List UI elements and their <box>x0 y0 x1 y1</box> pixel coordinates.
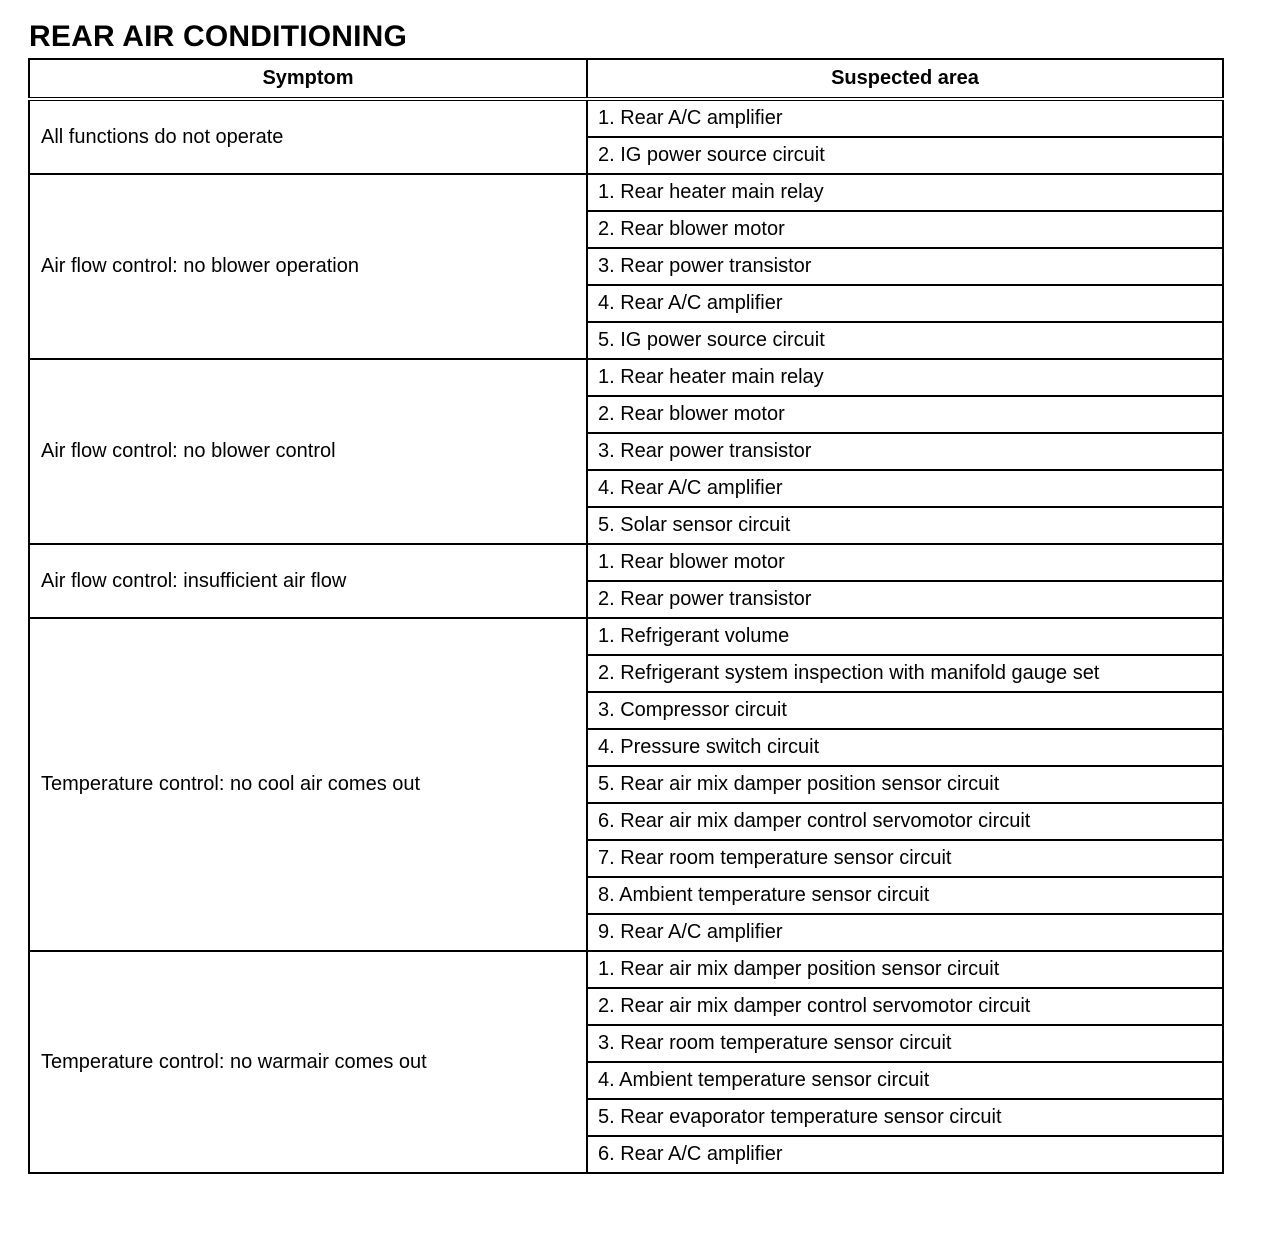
suspected-area-cell: 2. Rear air mix damper control servomotor circuit <box>587 988 1223 1025</box>
suspected-area-cell: 1. Rear heater main relay <box>587 359 1223 396</box>
suspected-area-cell: 6. Rear A/C amplifier <box>587 1136 1223 1173</box>
suspected-area-cell: 1. Rear blower motor <box>587 544 1223 581</box>
symptom-cell: Temperature control: no warmair comes out <box>29 951 587 1173</box>
table-body <box>29 99 1223 1173</box>
suspected-area-cell: 6. Rear air mix damper control servomotor circuit <box>587 803 1223 840</box>
suspected-area-cell: 9. Rear A/C amplifier <box>587 914 1223 951</box>
suspected-area-cell: 3. Compressor circuit <box>587 692 1223 729</box>
suspected-area-cell: 5. IG power source circuit <box>587 322 1223 359</box>
suspected-area-cell: 2. Rear blower motor <box>587 211 1223 248</box>
symptom-cell: Temperature control: no cool air comes out <box>29 618 587 951</box>
suspected-area-cell: 1. Refrigerant volume <box>587 618 1223 655</box>
suspected-area-cell: 1. Rear A/C amplifier <box>587 99 1223 137</box>
suspected-area-cell: 3. Rear power transistor <box>587 248 1223 285</box>
suspected-area-cell: 5. Rear air mix damper position sensor circuit <box>587 766 1223 803</box>
suspected-area-cell: 1. Rear heater main relay <box>587 174 1223 211</box>
page-title: REAR AIR CONDITIONING <box>29 20 408 53</box>
symptom-cell: Air flow control: no blower control <box>29 359 587 544</box>
table-row <box>29 359 1223 396</box>
header-row <box>29 59 1223 99</box>
suspected-area-cell: 4. Rear A/C amplifier <box>587 285 1223 322</box>
suspected-area-cell: 5. Rear evaporator temperature sensor circuit <box>587 1099 1223 1136</box>
suspected-area-cell: 5. Solar sensor circuit <box>587 507 1223 544</box>
table-row <box>29 99 1223 137</box>
symptom-cell: Air flow control: no blower operation <box>29 174 587 359</box>
suspected-area-cell: 3. Rear room temperature sensor circuit <box>587 1025 1223 1062</box>
table-row <box>29 544 1223 581</box>
suspected-area-cell: 4. Pressure switch circuit <box>587 729 1223 766</box>
suspected-area-cell: 1. Rear air mix damper position sensor circuit <box>587 951 1223 988</box>
suspected-area-cell: 2. IG power source circuit <box>587 137 1223 174</box>
suspected-area-cell: 8. Ambient temperature sensor circuit <box>587 877 1223 914</box>
symptom-table <box>28 58 1224 1174</box>
table-row <box>29 618 1223 655</box>
suspected-area-cell: 2. Rear blower motor <box>587 396 1223 433</box>
suspected-area-cell: 3. Rear power transistor <box>587 433 1223 470</box>
suspected-area-cell: 2. Refrigerant system inspection with manifold gauge set <box>587 655 1223 692</box>
suspected-area-cell: 2. Rear power transistor <box>587 581 1223 618</box>
symptom-column-header: Symptom <box>29 59 587 99</box>
suspected-area-cell: 4. Ambient temperature sensor circuit <box>587 1062 1223 1099</box>
suspected-area-column-header: Suspected area <box>587 59 1223 99</box>
suspected-area-cell: 7. Rear room temperature sensor circuit <box>587 840 1223 877</box>
suspected-area-cell: 4. Rear A/C amplifier <box>587 470 1223 507</box>
table-row <box>29 951 1223 988</box>
symptom-cell: Air flow control: insufficient air flow <box>29 544 587 618</box>
symptom-cell: All functions do not operate <box>29 99 587 174</box>
table-row <box>29 174 1223 211</box>
